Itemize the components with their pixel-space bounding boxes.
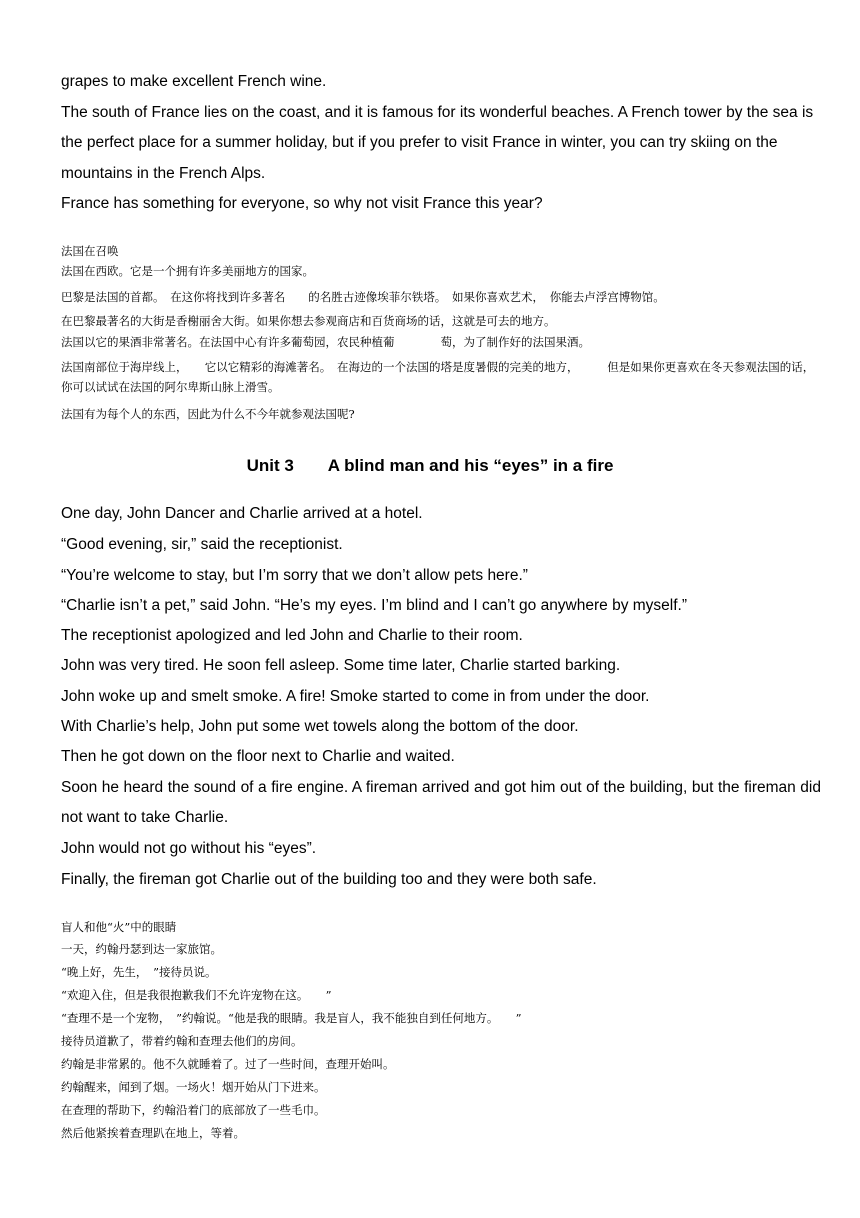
unit-title: Unit 3 A blind man and his “eyes” in a fire: [246, 456, 614, 475]
translation-line: 一天，约翰丹瑟到达一家旅馆。: [61, 942, 222, 956]
translation-line: 巴黎是法国的首都。 在这你将找到许多著名 的名胜古迹像埃菲尔铁塔。 如果你喜欢艺术， 你能去卢浮宫博物馆。: [61, 290, 665, 304]
translation-line: “欢迎入住，但是我很抱歉我们不允许宠物在这。 ”: [61, 988, 332, 1002]
translation-story-title: 盲人和他“火”中的眼睛: [61, 920, 177, 934]
story-line: “You’re welcome to stay, but I’m sorry that we don’t allow pets here.”: [61, 567, 528, 584]
paragraph-grapes: grapes to make excellent French wine.: [61, 73, 327, 90]
translation-line: 约翰是非常累的。他不久就睡着了。过了一些时间，查理开始叫。: [61, 1057, 395, 1071]
translation-line: 在巴黎最著名的大街是香榭丽舍大街。如果你想去参观商店和百货商场的话，这就是可去的地方。: [61, 314, 556, 328]
translation-line: 法国以它的果酒非常著名。在法国中心有许多葡萄园，农民种植葡 萄，为了制作好的法国果酒。: [61, 335, 590, 349]
translation-line: 接待员道歉了，带着约翰和查理去他们的房间。: [61, 1034, 303, 1048]
translation-line: 法国南部位于海岸线上， 它以它精彩的海滩著名。 在海边的一个法国的塔是度暑假的完美的地方， 但是如果你更喜欢在冬天参观法国的话，你可以试试在法国的阿尔卑斯山脉上滑雪。: [61, 360, 815, 394]
story-line: John was very tired. He soon fell asleep. Some time later, Charlie started barking.: [61, 657, 621, 674]
translation-line: “查理不是一个宠物， ”约翰说。“他是我的眼睛。我是盲人，我不能独自到任何地方。 ”: [61, 1011, 522, 1025]
translation-line: 法国有为每个人的东西，因此为什么不今年就参观法国呢?: [61, 407, 355, 421]
translation-france-title: 法国在召唤: [61, 244, 119, 258]
story-line: With Charlie’s help, John put some wet towels along the bottom of the door.: [61, 718, 579, 735]
story-line: One day, John Dancer and Charlie arrived at a hotel.: [61, 505, 423, 522]
story-line: Finally, the fireman got Charlie out of the building too and they were both safe.: [61, 871, 597, 888]
story-line: The receptionist apologized and led John and Charlie to their room.: [61, 627, 523, 644]
story-line: John would not go without his “eyes”.: [61, 840, 317, 857]
translation-line: “晚上好，先生， ”接待员说。: [61, 965, 217, 979]
paragraph-south-of-france: The south of France lies on the coast, and it is famous for its wonderful beaches. A French tower by the sea is the perfect place for a summer holiday, but if you prefer to visit France in winter, you can try skiing on the mountains in the French Alps.: [61, 104, 814, 182]
translation-line: 然后他紧挨着查理趴在地上，等着。: [61, 1126, 245, 1140]
translation-line: 法国在西欧。它是一个拥有许多美丽地方的国家。: [61, 264, 314, 278]
story-line: John woke up and smelt smoke. A fire! Smoke started to come in from under the door.: [61, 688, 650, 705]
paragraph-france-for-everyone: France has something for everyone, so why not visit France this year?: [61, 195, 543, 212]
story-line: “Good evening, sir,” said the receptionist.: [61, 536, 343, 553]
translation-line: 约翰醒来，闻到了烟。一场火！烟开始从门下进来。: [61, 1080, 326, 1094]
story-line: “Charlie isn’t a pet,” said John. “He’s my eyes. I’m blind and I can’t go anywhere by myself.”: [61, 597, 688, 614]
story-line: Then he got down on the floor next to Charlie and waited.: [61, 748, 455, 765]
translation-line: 在查理的帮助下，约翰沿着门的底部放了一些毛巾。: [61, 1103, 326, 1117]
story-line: Soon he heard the sound of a fire engine. A fireman arrived and got him out of the building, but the fireman did not want to take Charlie.: [61, 779, 821, 827]
